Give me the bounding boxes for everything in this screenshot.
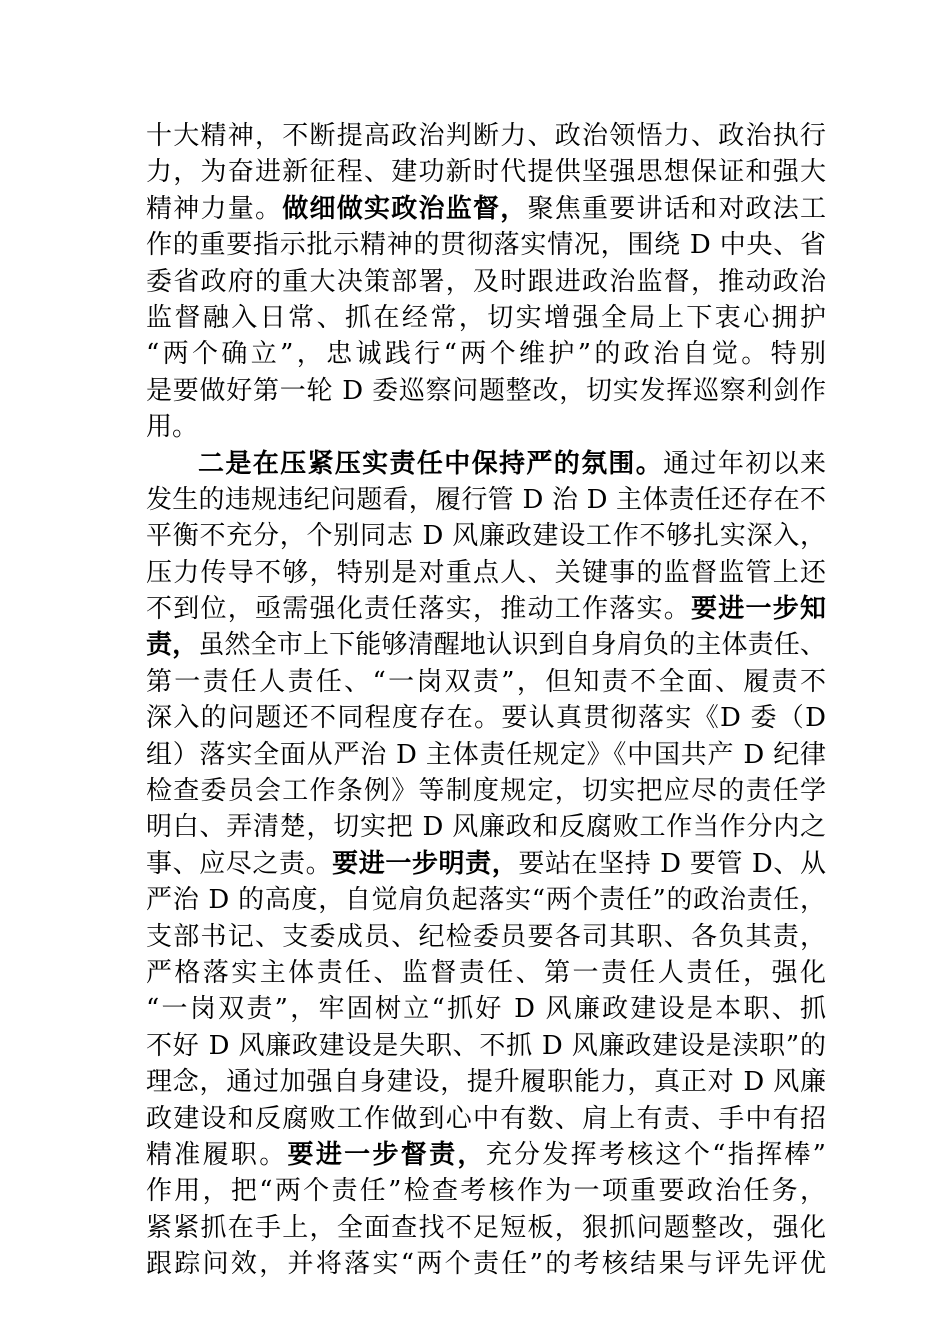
text-segment: 虽然全市上下能够清醒地认识到自身肩负的主体责任、 (198, 630, 826, 661)
text-segment: 要站在坚持 D 要管 D、从 (518, 848, 826, 879)
text-segment: 严格落实主体责任、监督责任、第一责任人责任，强化 (146, 957, 826, 988)
text-line (146, 700, 826, 736)
text-line (146, 373, 826, 409)
text-segment: 精神力量。 (146, 193, 283, 224)
text-line (146, 773, 826, 809)
text-line (146, 191, 826, 227)
text-line (146, 409, 826, 445)
text-segment: 不到位，亟需强化责任落实，推动工作落实。 (146, 594, 691, 625)
text-line (146, 482, 826, 518)
bold-text-segment: 二是在压紧压实责任中保持严的氛围。 (198, 448, 664, 479)
text-segment: 精准履职。 (146, 1139, 288, 1170)
text-segment: 作用，把“两个责任”检查考核作为一项重要政治任务， (146, 1176, 826, 1207)
text-line (146, 1173, 826, 1209)
text-line (146, 591, 826, 627)
bold-text-segment: 做细做实政治监督， (282, 193, 528, 224)
text-segment: 理念，通过加强自身建设，提升履职能力，真正对 D 风廉 (146, 1067, 826, 1098)
text-line (146, 300, 826, 336)
text-segment: 监督融入日常、抓在经常，切实增强全局上下衷心拥护 (146, 302, 826, 333)
text-segment: 十大精神，不断提高政治判断力、政治领悟力、政治执行 (146, 121, 826, 151)
text-segment: 紧紧抓在手上，全面查找不足短板，狠抓问题整改，强化 (146, 1212, 826, 1243)
text-line (146, 627, 826, 663)
text-segment: 不好 D 风廉政建设是失职、不抓 D 风廉政建设是渎职”的 (146, 1030, 826, 1061)
text-line (146, 1137, 826, 1173)
text-line (146, 919, 826, 955)
text-segment: 深入的问题还不同程度存在。要认真贯彻落实《D 委（D (146, 703, 826, 734)
text-segment: 委省政府的重大决策部署，及时跟进政治监督，推动政治 (146, 266, 826, 297)
text-segment: 跟踪问效，并将落实“两个责任”的考核结果与评先评优 (146, 1249, 826, 1280)
bold-text-segment: 要进一步明责， (332, 848, 519, 879)
text-line (146, 1246, 826, 1282)
text-line (146, 118, 826, 154)
text-segment: 发生的违规违纪问题看，履行管 D 治 D 主体责任还存在不 (146, 484, 826, 515)
text-line (146, 154, 826, 190)
text-segment: 作的重要指示批示精神的贯彻落实情况，围绕 D 中央、省 (146, 230, 826, 261)
text-line (146, 1210, 826, 1246)
text-line (146, 446, 826, 482)
text-segment: 政建设和反腐败工作做到心中有数、肩上有责、手中有招 (146, 1103, 826, 1134)
text-line (146, 846, 826, 882)
text-segment: 聚焦重要讲话和对政法工 (527, 193, 826, 224)
text-line (146, 227, 826, 263)
text-line (146, 882, 826, 918)
text-line (146, 1028, 826, 1064)
bold-text-segment: 责， (146, 630, 199, 661)
text-segment: 充分发挥考核这个“指挥棒” (485, 1139, 826, 1170)
text-line (146, 518, 826, 554)
bold-text-segment: 要进一步督责， (287, 1139, 486, 1170)
text-line (146, 555, 826, 591)
body-text (146, 118, 826, 1283)
text-segment: “一岗双责”，牢固树立“抓好 D 风廉政建设是本职、抓 (146, 994, 826, 1025)
text-segment: 检查委员会工作条例》等制度规定，切实把应尽的责任学 (146, 776, 826, 807)
text-line (146, 1064, 826, 1100)
text-segment: 平衡不充分，个别同志 D 风廉政建设工作不够扎实深入， (146, 521, 826, 552)
bold-text-segment: 要进一步知 (690, 594, 826, 625)
text-segment: 第一责任人责任、“一岗双责”，但知责不全面、履责不 (146, 666, 826, 697)
text-segment: 压力传导不够，特别是对重点人、关键事的监督监管上还 (146, 557, 826, 588)
text-line (146, 336, 826, 372)
text-segment: 支部书记、支委成员、纪检委员要各司其职、各负其责， (146, 921, 826, 952)
text-segment: “两个确立”，忠诚践行“两个维护”的政治自觉。特别 (146, 339, 826, 370)
text-segment: 严治 D 的高度，自觉肩负起落实“两个责任”的政治责任， (146, 885, 826, 916)
text-segment: 用。 (146, 412, 199, 443)
text-line (146, 664, 826, 700)
text-line (146, 737, 826, 773)
text-segment: 明白、弄清楚，切实把 D 风廉政和反腐败工作当作分内之 (146, 812, 826, 843)
text-segment: 是要做好第一轮 D 委巡察问题整改，切实发挥巡察利剑作 (146, 375, 826, 406)
text-segment: 通过年初以来 (663, 448, 826, 479)
text-segment: 力，为奋进新征程、建功新时代提供坚强思想保证和强大 (146, 157, 826, 188)
text-segment: 事、应尽之责。 (146, 848, 333, 879)
text-line (146, 955, 826, 991)
text-line (146, 809, 826, 845)
text-segment: 组）落实全面从严治 D 主体责任规定》《中国共产 D 纪律 (146, 739, 826, 770)
text-line (146, 1101, 826, 1137)
text-line (146, 264, 826, 300)
text-line (146, 991, 826, 1027)
